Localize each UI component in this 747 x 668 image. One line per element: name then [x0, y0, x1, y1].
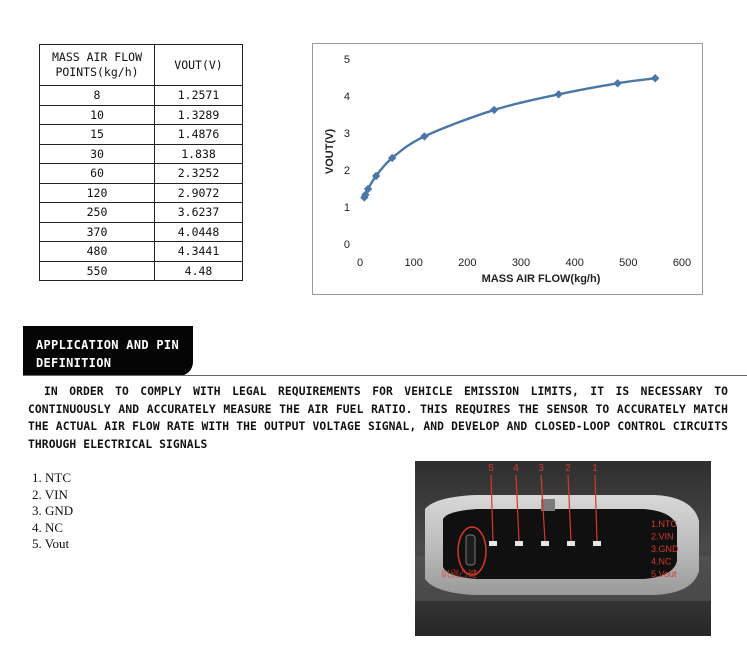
y-tick-label: 2	[343, 165, 350, 177]
series-markers	[360, 74, 659, 202]
data-point-marker	[613, 79, 621, 87]
table-row	[40, 164, 243, 184]
table-row	[40, 261, 243, 281]
connector-pin	[567, 541, 575, 546]
flow-cell: 550	[40, 261, 155, 281]
vout-cell: 4.48	[155, 261, 243, 281]
flow-cell: 30	[40, 144, 155, 164]
series-line	[364, 78, 655, 197]
vout-cell: 3.6237	[155, 203, 243, 223]
table-header-row	[40, 45, 243, 86]
table-row	[40, 144, 243, 164]
connector-socket	[443, 509, 677, 579]
x-tick-label: 300	[511, 257, 531, 269]
y-tick-label: 0	[343, 239, 350, 251]
pin-item-vin: 2. VIN	[32, 486, 68, 502]
vout-cell: 1.4876	[155, 125, 243, 145]
x-axis-ticks	[357, 257, 691, 269]
pin-number-label: 1	[592, 463, 598, 474]
side-pin-label: 3.GND	[651, 544, 679, 554]
vout-chart	[312, 43, 703, 295]
section-divider	[23, 375, 747, 376]
connector-illustration	[415, 461, 711, 636]
connector-pin	[541, 541, 549, 546]
vout-cell: 4.3441	[155, 242, 243, 262]
vout-cell: 1.2571	[155, 86, 243, 106]
y-axis-label: VOUT(V)	[324, 128, 336, 175]
key-label-text: 识别凸键	[441, 570, 478, 580]
connector-pin	[593, 541, 601, 546]
x-tick-label: 100	[404, 257, 423, 269]
section-heading-badge	[23, 326, 193, 376]
table-row	[40, 203, 243, 223]
side-pin-label: 4.NC	[651, 556, 672, 567]
connector-pin	[489, 541, 497, 546]
connector-side-labels	[651, 519, 679, 579]
flow-cell: 60	[40, 164, 155, 184]
data-point-marker	[651, 74, 659, 82]
flow-cell: 480	[40, 242, 155, 262]
pin-item-gnd: 3. GND	[32, 503, 74, 518]
column-header-mass-air-flow-label: MASS AIR FLOW POINTS(kg/h)	[51, 50, 142, 79]
table-row	[40, 125, 243, 145]
pin-item-ntc: 1. NTC	[32, 470, 71, 485]
vout-cell: 4.0448	[155, 222, 243, 242]
side-pin-label: 2.VIN	[651, 531, 674, 542]
pin-number-label: 2	[565, 463, 571, 474]
pin-number-label: 3	[538, 463, 544, 474]
flow-cell: 370	[40, 222, 155, 242]
section-paragraph: IN ORDER TO COMPLY WITH LEGAL REQUIREMENTS FOR VEHICLE EMISSION LIMITS, IT IS NECESSARY TO CONTINUOUSLY AND ACCURATELY MEASURE THE AIR FUEL RATIO. THIS REQUIRES THE SENSOR TO ACCURATELY MATCH THE ACTUAL AIR FLOW RATE WITH THE OUTPUT VOLTAGE SIGNAL, AND DEVELOP AND CLOSED-LOOP CONTROL CIRCUITS THROUGH ELECTRICAL SIGNALS	[28, 385, 728, 451]
vout-chart-svg	[313, 44, 702, 294]
side-pin-label: 1.NTC	[651, 519, 678, 529]
vout-cell: 1.3289	[155, 105, 243, 125]
side-pin-label: 5.Vout	[651, 569, 677, 579]
x-axis-label: MASS AIR FLOW(kg/h)	[481, 273, 601, 285]
pin-number-label: 5	[488, 463, 494, 474]
y-tick-label: 3	[343, 128, 350, 140]
vout-cell: 2.9072	[155, 183, 243, 203]
pin-item-vout: 5. Vout	[32, 536, 70, 551]
x-tick-label: 600	[672, 257, 692, 269]
y-axis-ticks	[344, 54, 350, 251]
x-tick-label: 400	[565, 257, 584, 269]
x-tick-label: 0	[356, 257, 364, 269]
connector-pin	[515, 541, 523, 546]
vout-cell: 1.838	[155, 144, 243, 164]
mass-air-flow-table	[39, 44, 243, 281]
y-tick-label: 1	[343, 202, 350, 214]
section-heading: APPLICATION AND PIN DEFINITION	[36, 338, 179, 370]
vout-cell: 2.3252	[155, 164, 243, 184]
table-row	[40, 183, 243, 203]
flow-cell: 250	[40, 203, 155, 223]
connector-photo	[415, 461, 711, 636]
column-header-vout: VOUT(V)	[155, 45, 243, 86]
column-header-mass-air-flow	[40, 45, 155, 86]
x-tick-label: 500	[619, 257, 638, 269]
pin-item-nc: 4. NC	[32, 519, 64, 535]
data-point-marker	[420, 132, 428, 140]
y-tick-label: 5	[343, 54, 350, 66]
table-row	[40, 242, 243, 262]
flow-cell: 10	[40, 105, 155, 125]
y-tick-label: 4	[343, 91, 350, 103]
flow-cell: 120	[40, 183, 155, 203]
x-tick-label: 200	[458, 257, 477, 269]
flow-cell: 8	[40, 86, 155, 106]
pin-list	[32, 470, 73, 553]
table-row	[40, 105, 243, 125]
flow-cell: 15	[40, 125, 155, 145]
pin-number-label: 4	[513, 463, 519, 474]
table-row	[40, 86, 243, 106]
data-point-marker	[490, 106, 498, 114]
data-point-marker	[554, 90, 562, 98]
table-row	[40, 222, 243, 242]
